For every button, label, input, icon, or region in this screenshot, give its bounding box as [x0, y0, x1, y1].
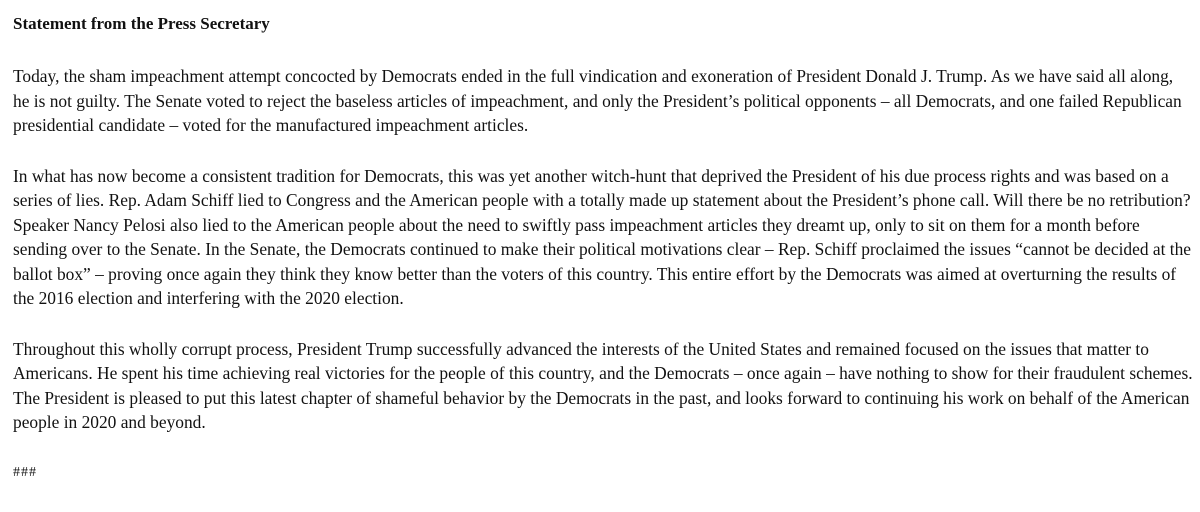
- end-mark: ###: [13, 464, 37, 480]
- press-statement: [13, 10, 1193, 485]
- paragraph-1: Today, the sham impeachment attempt concocted by Democrats ended in the full vindication and exoneration of President Donald J. Trump. As we have said all along, he is not guilty. The Senate voted to reject the baseless articles of impeachment, and only the President’s political opponents – all Democrats, and one failed Republican presidential candidate – voted for the manufactured impeachment articles.: [13, 66, 1182, 135]
- statement-title: Statement from the Press Secretary: [13, 14, 270, 33]
- paragraph-3: Throughout this wholly corrupt process, President Trump successfully advanced the interests of the United States and remained focused on the issues that matter to Americans. He spent his time achieving real victories for the people of this country, and the Democrats – once again – have nothing to show for their fraudulent schemes. The President is pleased to put this latest chapter of shameful behavior by the Democrats in the past, and looks forward to continuing his work on behalf of the American people in 2020 and beyond.: [13, 338, 1193, 432]
- paragraph-2: In what has now become a consistent tradition for Democrats, this was yet another witch-hunt that deprived the President of his due process rights and was based on a series of lies. Rep. Adam Schiff lied to Congress and the American people with a totally made up statement about the President’s phone call. Will there be no retribution? Speaker Nancy Pelosi also lied to the American people about the need to swiftly pass impeachment articles they dreamt up, only to sit on them for a month before sending over to the Senate. In the Senate, the Democrats continued to make their political motivations clear – Rep. Schiff proclaimed the issues “cannot be decided at the ballot box” – proving once again they think they know better than the voters of this country. This entire effort by the Democrats was aimed at overturning the results of the 2016 election and interfering with the 2020 election.: [13, 165, 1192, 308]
